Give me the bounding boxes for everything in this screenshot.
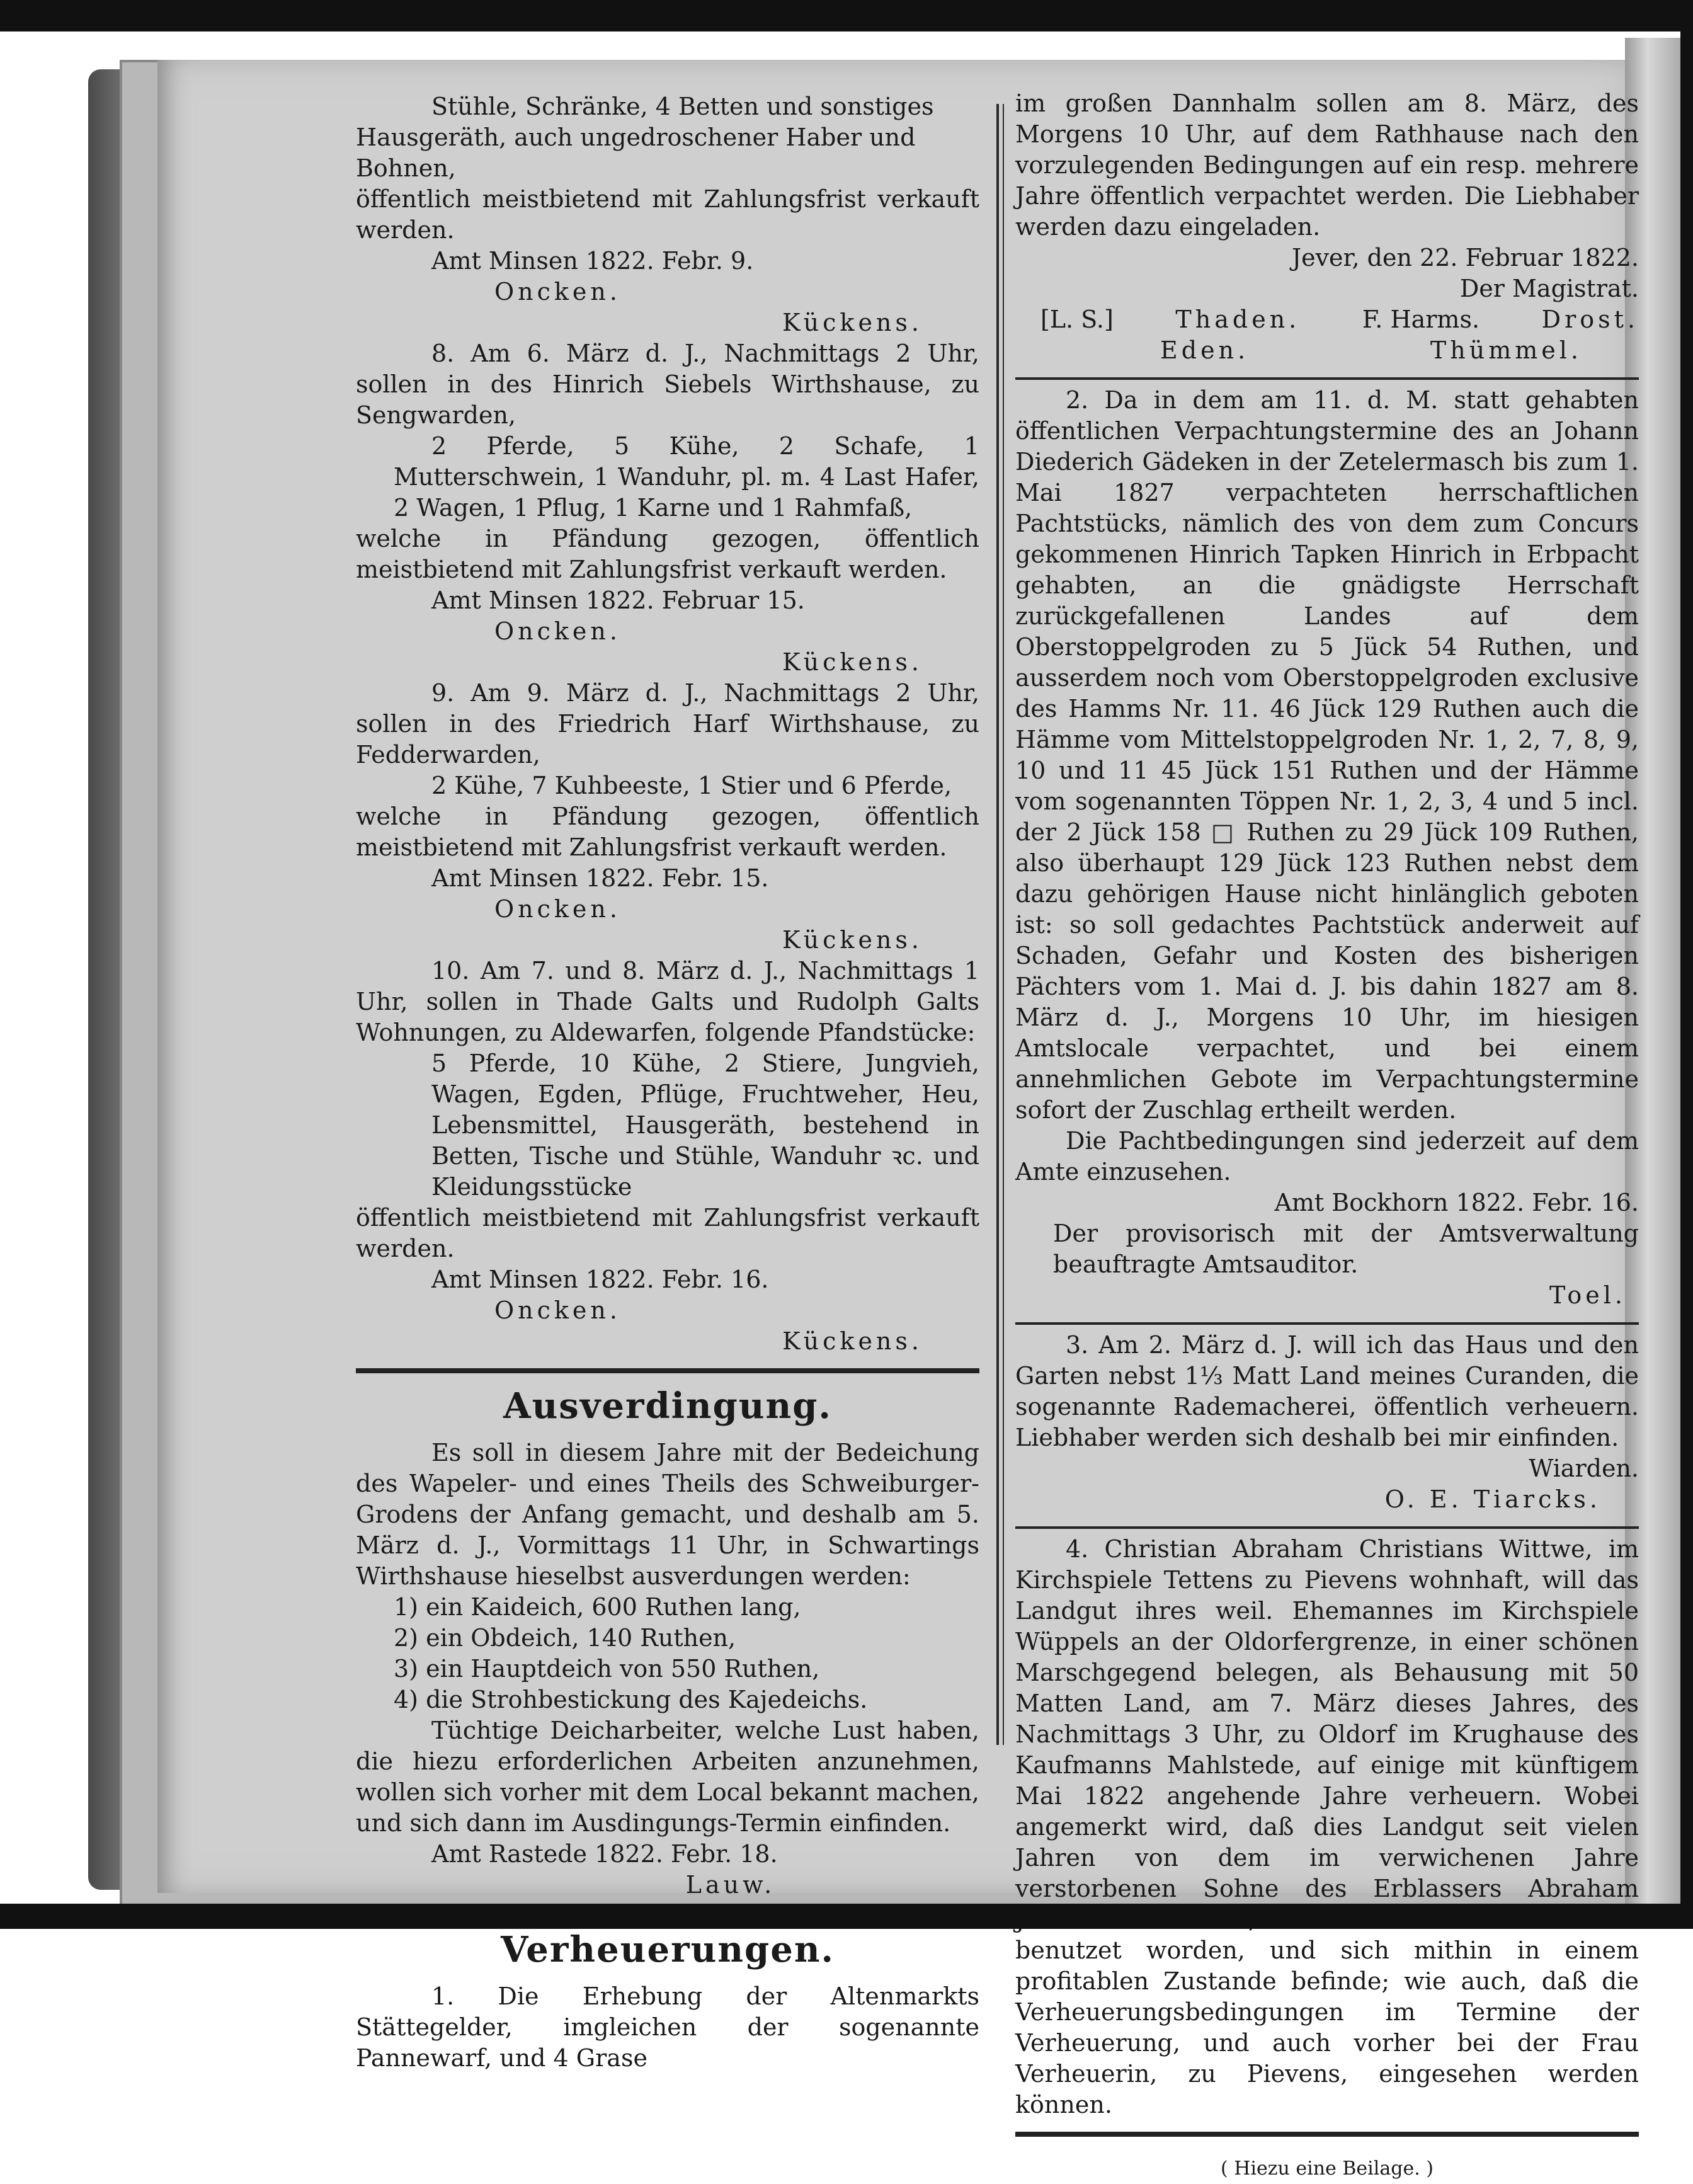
signature: Oncken.	[494, 617, 621, 645]
section-rule	[356, 1912, 979, 1917]
section-text: Es soll in diesem Jahre mit der Bedeichung des Wapeler- und eines Theils des Schweiburger-Grodens der Anfang gemacht, und deshalb am 5. März d. J., Vormittags 11 Uhr, in Schwartings Wirthshause hieselbst ausverdungen werden:	[356, 1439, 979, 1590]
signature: Kückens.	[782, 309, 923, 336]
signature: Kückens.	[782, 926, 923, 954]
sale-terms: welche in Pfändung gezogen, öffentlich meistbietend mit Zahlungsfrist verkauft werden.	[356, 525, 979, 583]
notice-rule	[1015, 377, 1639, 380]
signature-row	[1015, 335, 1639, 366]
notice-rule	[1015, 1322, 1639, 1325]
signature: Kückens.	[782, 648, 923, 676]
notice-intro: 8. Am 6. März d. J., Nachmittags 2 Uhr, sollen in des Hinrich Siebels Wirthshause, zu Sengwarden,	[356, 340, 979, 429]
notice-text: im großen Dannhalm sollen am 8. März, des Morgens 10 Uhr, auf dem Rathhause nach den vorzulegenden Bedingungen auf ein resp. mehrere Jahre öffentlich verpachtet werden. Die Liebhaber werden dazu eingeladen.	[1015, 89, 1639, 241]
notice-10	[356, 956, 979, 1357]
column-divider-secondary	[1003, 104, 1004, 1745]
section-ausverdingung	[356, 1381, 979, 1901]
list-item: 4) die Strohbestickung des Kajedeichs.	[394, 1686, 868, 1713]
goods-list: 5 Pferde, 10 Kühe, 2 Stiere, Jungvieh, Wagen, Egden, Pflüge, Fruchtweher, Heu, Lebensmittel, Hausgeräth, bestehend in Betten, Tische und Stühle, Wanduhr ꝛc. und Kleidungsstücke	[431, 1049, 979, 1201]
signature: Thümmel.	[1430, 336, 1582, 364]
list-item: 2) ein Obdeich, 140 Ruthen,	[394, 1624, 736, 1652]
place-date: Amt Minsen 1822. Febr. 15.	[431, 864, 769, 892]
place-date: Amt Minsen 1822. Febr. 9.	[431, 247, 754, 275]
sale-terms: öffentlich meistbietend mit Zahlungsfrist verkauft werden.	[356, 1204, 979, 1262]
signature: Oncken.	[494, 1296, 621, 1324]
goods-list: 2 Kühe, 7 Kuhbeeste, 1 Stier und 6 Pferde,	[431, 772, 952, 799]
signature: O. E. Tiarcks.	[1384, 1485, 1601, 1513]
section-rule	[1015, 2132, 1639, 2137]
notice-text: 2. Da in dem am 11. d. M. statt gehabten öffentlichen Verpachtungstermine des an Johann Diederich Gädeken in der Zetelermasch bis zum 1. Mai 1827 verpachteten herrschaftlichen Pachtstücks, nämlich des von dem zum Concurs gekommenen Hinrich Tapken Hinrich in Erbpacht gehabten, an die gnädigste Herrschaft zurückgefallenen Landes auf dem Oberstoppelgroden zu 5 Jück 54 Ruthen, und ausserdem noch vom Oberstoppelgroden exclusive des Hamms Nr. 11. 46 Jück 129 Ruthen auch die Hämme vom Mittelstoppelgroden Nr. 1, 2, 7, 8, 9, 10 und 11 45 Jück 151 Ruthen und der Hämme vom sogenannten Töppen Nr. 1, 2, 3, 4 und 5 incl. der 2 Jück 158 □ Ruthen zu 29 Jück 109 Ruthen, also überhaupt 129 Jück 123 Ruthen nebst dem dazu gehörigen Hause nicht hinlänglich geboten ist: so soll gedachtes Pachtstück anderweit auf Schaden, Gefahr und Kosten des bisherigen Pächters vom 1. Mai d. J. bis dahin 1827 am 8. März d. J., Morgens 10 Uhr, im hiesigen Amtslocale verpachtet, und bei einem annehmlichen Gebote im Verpachtungstermine sofort der Zuschlag ertheilt werden.	[1015, 386, 1639, 1124]
place-date: Jever, den 22. Februar 1822.	[1291, 244, 1639, 272]
supplement-note: ( Hiezu eine Beilage. )	[1221, 2158, 1434, 2180]
authority: Der Magistrat.	[1459, 275, 1639, 302]
section-rule	[356, 1368, 979, 1373]
signature: Oncken.	[494, 895, 621, 923]
text-line: Hausgeräth, auch ungedroschener Haber und	[356, 123, 916, 151]
notice-3	[1015, 1330, 1639, 1515]
section-heading: Verheuerungen.	[500, 1929, 835, 1970]
section-heading: Ausverdingung.	[503, 1385, 832, 1427]
place-date: Amt Bockhorn 1822. Febr. 16.	[1274, 1189, 1639, 1216]
signature: F. Harms.	[1362, 306, 1480, 333]
signature: Eden.	[1160, 336, 1250, 364]
seal-mark: [L. S.]	[1040, 306, 1114, 333]
authority: Der provisorisch mit der Amtsverwaltung beauftragte Amtsauditor.	[1053, 1220, 1639, 1278]
notice-intro: 10. Am 7. und 8. März d. J., Nachmittags 1 Uhr, sollen in Thade Galts und Rudolph Galts Wohnungen, zu Aldewarfen, folgende Pfandstücke:	[356, 957, 979, 1046]
notice-4	[1015, 1534, 1639, 2120]
goods-list: 2 Pferde, 5 Kühe, 2 Schafe, 1 Mutterschwein, 1 Wanduhr, pl. m. 4 Last Hafer, 2 Wagen, 1 Pflug, 1 Karne und 1 Rahmfaß,	[394, 432, 979, 522]
place-date: Amt Minsen 1822. Februar 15.	[431, 586, 805, 614]
notice-intro: 9. Am 9. März d. J., Nachmittags 2 Uhr, sollen in des Friedrich Harf Wirthshause, zu Fedderwarden,	[356, 679, 979, 769]
place-date: Amt Minsen 1822. Febr. 16.	[431, 1266, 769, 1293]
section-verheuerungen	[356, 1924, 979, 2074]
text-line: Bohnen,	[356, 154, 456, 182]
notice-text: Die Pachtbedingungen sind jederzeit auf dem Amte einzusehen.	[1015, 1127, 1639, 1186]
signature: Lauw.	[685, 1871, 776, 1899]
signature: Thaden.	[1175, 306, 1301, 333]
right-column	[1015, 88, 1639, 2184]
text-line: Stühle, Schränke, 4 Betten und sonstiges	[431, 93, 934, 120]
deich-list	[356, 1592, 979, 1715]
list-item: 1) ein Kaideich, 600 Ruthen lang,	[394, 1593, 801, 1621]
notice-9	[356, 678, 979, 956]
signature: Toel.	[1549, 1281, 1626, 1309]
notice-2	[1015, 385, 1639, 1311]
notice-8	[356, 338, 979, 678]
sale-terms: öffentlich meistbietend mit Zahlungsfrist verkauft werden.	[356, 185, 979, 244]
section-text: Tüchtige Deicharbeiter, welche Lust haben, die hiezu erforderlichen Arbeiten anzunehmen, wollen sich vorher mit dem Local bekannt machen, und sich dann im Ausdingungs-Termin einfinden.	[356, 1717, 979, 1837]
place: Wiarden.	[1529, 1455, 1639, 1482]
signature: Kückens.	[782, 1327, 923, 1355]
signature-row	[1015, 304, 1639, 335]
notice-text: 3. Am 2. März d. J. will ich das Haus und den Garten nebst 1⅓ Matt Land meines Curanden, die sogenannte Rademacherei, öffentlich verheuern. Liebhaber werden sich deshalb bei mir einfinden.	[1015, 1331, 1639, 1451]
notice-rule	[1015, 1526, 1639, 1529]
section-text: 1. Die Erhebung der Altenmarkts Stättegelder, imgleichen der sogenannte Pannewarf, und 4 Grase	[356, 1982, 979, 2072]
column-divider	[996, 104, 999, 1745]
left-column	[356, 91, 979, 2074]
list-item: 3) ein Hauptdeich von 550 Ruthen,	[394, 1655, 820, 1683]
sale-terms: welche in Pfändung gezogen, öffentlich meistbietend mit Zahlungsfrist verkauft werden.	[356, 803, 979, 861]
signature: Drost.	[1541, 306, 1639, 333]
signature: Oncken.	[494, 278, 621, 306]
notice-1-continuation	[1015, 88, 1639, 366]
notice-7-continuation	[356, 91, 979, 338]
place-date: Amt Rastede 1822. Febr. 18.	[431, 1840, 778, 1868]
notice-text: 4. Christian Abraham Christians Wittwe, im Kirchspiele Tettens zu Pievens wohnhaft, will das Landgut ihres weil. Ehemannes im Kirchspiele Wüppels an der Oldorfergrenze, in einer schönen Marschgegend belegen, als Behausung mit 50 Matten Land, am 7. März dieses Jahres, des Nachmittags 3 Uhr, zu Oldorf im Krughause des Kaufmanns Mahlstede, auf einige mit künftigem Mai 1822 angehende Jahre verheuern. Wobei angemerkt wird, daß dies Landgut seit vielen Jahren von dem im verwichenen Jahre verstorbenen Sohne des Erblassers Abraham Jansen Christians, aufs beste cultiviret und benutzet worden, und sich mithin in einem profitablen Zustande befinde; wie auch, daß die Verheuerungsbedingungen im Termine der Verheuerung, und auch vorher bei der Frau Verheuerin, zu Pievens, eingesehen werden können.	[1015, 1535, 1639, 2118]
